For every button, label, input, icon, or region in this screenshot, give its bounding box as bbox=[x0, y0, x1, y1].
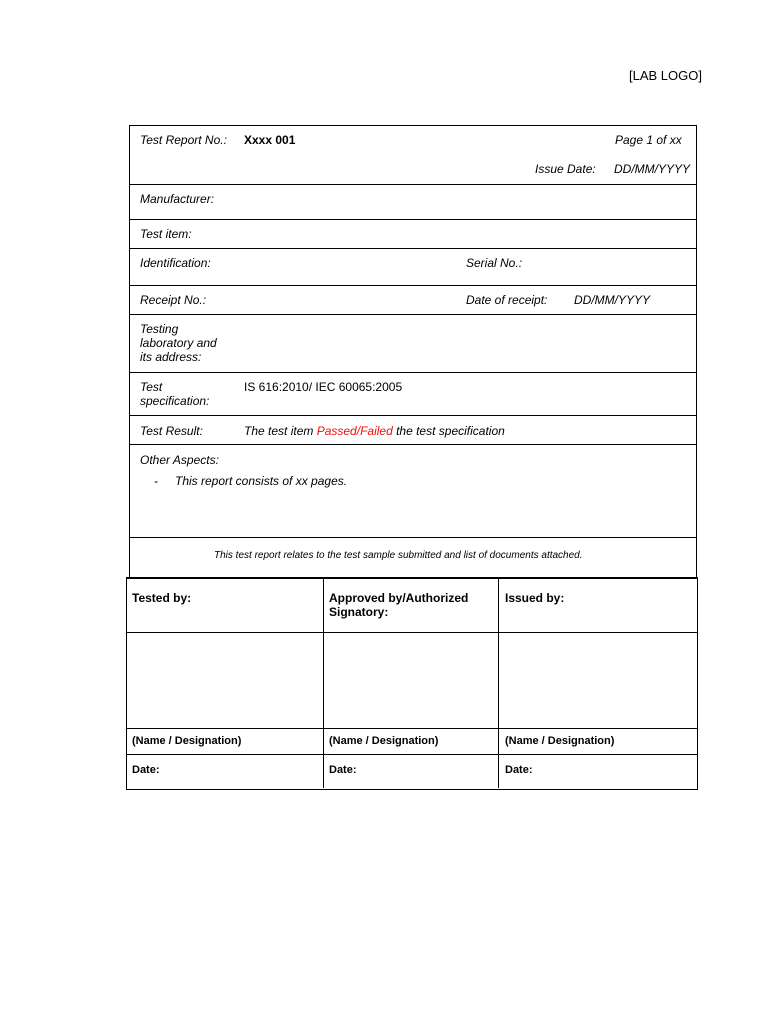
row-divider bbox=[129, 444, 696, 445]
test-spec-value: IS 616:2010/ IEC 60065:2005 bbox=[244, 380, 403, 394]
row-divider bbox=[126, 754, 697, 755]
row-divider bbox=[126, 632, 697, 633]
testing-lab-label-line3: its address: bbox=[140, 350, 202, 364]
signature-table bbox=[126, 577, 698, 790]
other-aspects-label: Other Aspects: bbox=[140, 453, 219, 467]
footer-note: This test report relates to the test sample submitted and list of documents attached. bbox=[214, 550, 583, 561]
testing-lab-label-line1: Testing bbox=[140, 322, 179, 336]
receipt-no-label: Receipt No.: bbox=[140, 293, 207, 307]
row-divider bbox=[129, 219, 696, 220]
test-item-label: Test item: bbox=[140, 227, 192, 241]
test-spec-label-line1: Test bbox=[140, 380, 163, 394]
report-no-label: Test Report No.: bbox=[140, 133, 227, 147]
manufacturer-label: Manufacturer: bbox=[140, 192, 215, 206]
testing-lab-label-line2: laboratory and bbox=[140, 336, 217, 350]
test-result-prefix: The test item bbox=[244, 424, 317, 438]
row-divider bbox=[129, 184, 696, 185]
approved-by-label-line2: Signatory: bbox=[329, 605, 389, 619]
identification-label: Identification: bbox=[140, 256, 211, 270]
row-divider bbox=[129, 285, 696, 286]
date-approved: Date: bbox=[329, 764, 357, 776]
date-tested: Date: bbox=[132, 764, 160, 776]
bullet-text: This report consists of xx pages. bbox=[175, 474, 348, 488]
issue-date-label: Issue Date: bbox=[535, 162, 596, 176]
date-of-receipt-value: DD/MM/YYYY bbox=[574, 293, 651, 307]
issue-date-value: DD/MM/YYYY bbox=[614, 162, 691, 176]
row-divider bbox=[129, 314, 696, 315]
tested-by-label: Tested by: bbox=[132, 591, 192, 605]
date-of-receipt-label: Date of receipt: bbox=[466, 293, 548, 307]
test-result-suffix: the test specification bbox=[392, 424, 505, 438]
row-divider bbox=[129, 537, 696, 538]
report-header-table bbox=[129, 125, 697, 578]
approved-by-label-line1: Approved by/Authorized bbox=[329, 591, 469, 605]
row-divider bbox=[129, 415, 696, 416]
row-divider bbox=[129, 372, 696, 373]
name-designation-issued: (Name / Designation) bbox=[505, 735, 615, 747]
page-count: Page 1 of xx bbox=[615, 133, 682, 147]
lab-logo-placeholder: [LAB LOGO] bbox=[629, 68, 702, 83]
test-result-status: Passed/Failed bbox=[316, 424, 393, 438]
name-designation-tested: (Name / Designation) bbox=[132, 735, 242, 747]
test-result-label: Test Result: bbox=[140, 424, 203, 438]
serial-no-label: Serial No.: bbox=[466, 256, 523, 270]
test-spec-label-line2: specification: bbox=[140, 394, 210, 408]
date-issued: Date: bbox=[505, 764, 533, 776]
row-divider bbox=[126, 728, 697, 729]
test-result-text bbox=[244, 424, 505, 438]
column-divider bbox=[323, 577, 324, 788]
row-divider bbox=[129, 248, 696, 249]
column-divider bbox=[498, 577, 499, 788]
bullet-dash: - bbox=[154, 474, 158, 488]
report-no-value: Xxxx 001 bbox=[244, 133, 296, 147]
issued-by-label: Issued by: bbox=[505, 591, 565, 605]
name-designation-approved: (Name / Designation) bbox=[329, 735, 439, 747]
